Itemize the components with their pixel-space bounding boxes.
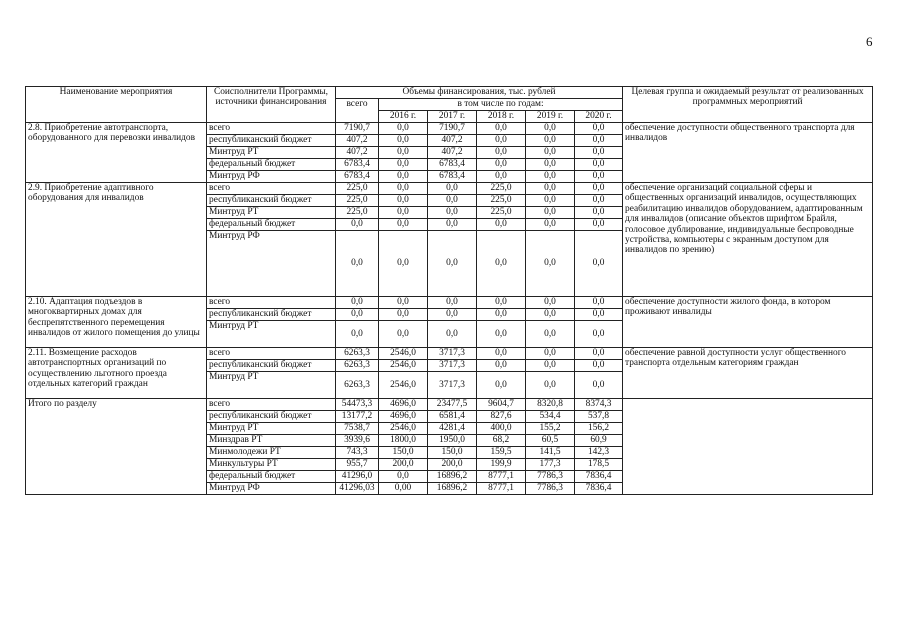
year-value-cell: 0,0 bbox=[379, 219, 428, 231]
year-value-cell: 400,0 bbox=[477, 423, 526, 435]
year-value-cell: 0,0 bbox=[526, 219, 575, 231]
total-value-cell: 6263,3 bbox=[336, 372, 379, 399]
year-value-cell: 0,0 bbox=[526, 231, 575, 297]
year-value-cell: 0,0 bbox=[526, 297, 575, 309]
funding-source-cell: Минкультуры РТ bbox=[207, 459, 336, 471]
year-value-cell: 155,2 bbox=[526, 423, 575, 435]
year-value-cell: 177,3 bbox=[526, 459, 575, 471]
year-value-cell: 0,0 bbox=[477, 297, 526, 309]
year-value-cell: 0,0 bbox=[526, 147, 575, 159]
funding-source-cell: республиканский бюджет bbox=[207, 135, 336, 147]
total-value-cell: 0,0 bbox=[336, 309, 379, 321]
year-value-cell: 0,0 bbox=[526, 171, 575, 183]
total-value-cell: 0,0 bbox=[336, 219, 379, 231]
year-value-cell: 0,0 bbox=[575, 195, 623, 207]
event-name-cell: 2.8. Приобретение автотранспорта, оборудованного для перевозки инвалидов bbox=[26, 123, 207, 183]
year-value-cell: 200,0 bbox=[379, 459, 428, 471]
year-value-cell: 0,0 bbox=[575, 159, 623, 171]
year-value-cell: 0,0 bbox=[477, 171, 526, 183]
year-value-cell: 0,0 bbox=[575, 372, 623, 399]
year-value-cell: 0,0 bbox=[379, 183, 428, 195]
year-value-cell: 4281,4 bbox=[428, 423, 477, 435]
total-value-cell: 0,0 bbox=[336, 321, 379, 348]
expected-result-cell: обеспечение доступности общественного транспорта для инвалидов bbox=[623, 123, 873, 183]
year-value-cell: 4696,0 bbox=[379, 399, 428, 411]
year-value-cell: 0,0 bbox=[379, 123, 428, 135]
header-year: 2020 г. bbox=[575, 111, 623, 123]
year-value-cell: 0,0 bbox=[477, 372, 526, 399]
year-value-cell: 0,0 bbox=[526, 372, 575, 399]
year-value-cell: 0,0 bbox=[428, 195, 477, 207]
year-value-cell: 8374,3 bbox=[575, 399, 623, 411]
event-name-cell: Итого по разделу bbox=[26, 399, 207, 495]
year-value-cell: 0,0 bbox=[575, 207, 623, 219]
funding-source-cell: республиканский бюджет bbox=[207, 360, 336, 372]
year-value-cell: 0,0 bbox=[526, 321, 575, 348]
event-name-cell: 2.11. Возмещение расходов автотранспортных организаций по осуществлению льготного проезда отдельных категорий граждан bbox=[26, 348, 207, 399]
year-value-cell: 2546,0 bbox=[379, 360, 428, 372]
year-value-cell: 827,6 bbox=[477, 411, 526, 423]
year-value-cell: 0,0 bbox=[526, 183, 575, 195]
year-value-cell: 141,5 bbox=[526, 447, 575, 459]
funding-source-cell: Минтруд РТ bbox=[207, 147, 336, 159]
year-value-cell: 0,0 bbox=[477, 147, 526, 159]
header-coexecutors: Соисполнители Программы, источники финансирования bbox=[207, 87, 336, 123]
funding-source-cell: республиканский бюджет bbox=[207, 195, 336, 207]
header-total: всего bbox=[336, 99, 379, 123]
total-value-cell: 225,0 bbox=[336, 183, 379, 195]
funding-source-cell: всего bbox=[207, 123, 336, 135]
funding-source-cell: республиканский бюджет bbox=[207, 309, 336, 321]
funding-source-cell: Минтруд РФ bbox=[207, 483, 336, 495]
table-row bbox=[26, 348, 873, 360]
total-value-cell: 0,0 bbox=[336, 297, 379, 309]
year-value-cell: 0,0 bbox=[575, 360, 623, 372]
year-value-cell: 7786,3 bbox=[526, 483, 575, 495]
header-funding-volume: Объемы финансирования, тыс. рублей bbox=[336, 87, 623, 99]
funding-source-cell: Минмолодежи РТ bbox=[207, 447, 336, 459]
total-value-cell: 6783,4 bbox=[336, 159, 379, 171]
total-value-cell: 225,0 bbox=[336, 207, 379, 219]
year-value-cell: 7836,4 bbox=[575, 471, 623, 483]
year-value-cell: 7190,7 bbox=[428, 123, 477, 135]
year-value-cell: 7786,3 bbox=[526, 471, 575, 483]
year-value-cell: 60,5 bbox=[526, 435, 575, 447]
year-value-cell: 16896,2 bbox=[428, 483, 477, 495]
year-value-cell: 0,0 bbox=[526, 309, 575, 321]
year-value-cell: 156,2 bbox=[575, 423, 623, 435]
year-value-cell: 0,0 bbox=[526, 348, 575, 360]
year-value-cell: 0,0 bbox=[477, 219, 526, 231]
year-value-cell: 1800,0 bbox=[379, 435, 428, 447]
year-value-cell: 0,0 bbox=[379, 195, 428, 207]
year-value-cell: 0,00 bbox=[379, 483, 428, 495]
expected-result-cell bbox=[623, 399, 873, 495]
year-value-cell: 0,0 bbox=[379, 297, 428, 309]
funding-source-cell: всего bbox=[207, 297, 336, 309]
year-value-cell: 0,0 bbox=[428, 207, 477, 219]
funding-source-cell: Минздрав РТ bbox=[207, 435, 336, 447]
year-value-cell: 3717,3 bbox=[428, 372, 477, 399]
year-value-cell: 0,0 bbox=[526, 135, 575, 147]
table-row bbox=[26, 399, 873, 411]
year-value-cell: 0,0 bbox=[575, 147, 623, 159]
total-value-cell: 407,2 bbox=[336, 147, 379, 159]
funding-source-cell: федеральный бюджет bbox=[207, 219, 336, 231]
funding-source-cell: Минтруд РТ bbox=[207, 372, 336, 399]
year-value-cell: 150,0 bbox=[379, 447, 428, 459]
header-by-years: в том числе по годам: bbox=[379, 99, 623, 111]
expected-result-cell: обеспечение доступности жилого фонда, в котором проживают инвалиды bbox=[623, 297, 873, 348]
year-value-cell: 200,0 bbox=[428, 459, 477, 471]
total-value-cell: 6263,3 bbox=[336, 348, 379, 360]
year-value-cell: 0,0 bbox=[477, 360, 526, 372]
year-value-cell: 2546,0 bbox=[379, 348, 428, 360]
year-value-cell: 225,0 bbox=[477, 183, 526, 195]
year-value-cell: 0,0 bbox=[379, 147, 428, 159]
total-value-cell: 7538,7 bbox=[336, 423, 379, 435]
year-value-cell: 0,0 bbox=[575, 219, 623, 231]
year-value-cell: 0,0 bbox=[379, 321, 428, 348]
funding-source-cell: Минтруд РТ bbox=[207, 207, 336, 219]
funding-source-cell: Минтруд РТ bbox=[207, 321, 336, 348]
year-value-cell: 6783,4 bbox=[428, 159, 477, 171]
year-value-cell: 8777,1 bbox=[477, 471, 526, 483]
year-value-cell: 0,0 bbox=[575, 231, 623, 297]
header-year: 2016 г. bbox=[379, 111, 428, 123]
funding-table bbox=[25, 86, 873, 495]
year-value-cell: 3717,3 bbox=[428, 348, 477, 360]
year-value-cell: 0,0 bbox=[379, 135, 428, 147]
year-value-cell: 0,0 bbox=[477, 321, 526, 348]
year-value-cell: 0,0 bbox=[575, 135, 623, 147]
funding-source-cell: республиканский бюджет bbox=[207, 411, 336, 423]
total-value-cell: 13177,2 bbox=[336, 411, 379, 423]
year-value-cell: 150,0 bbox=[428, 447, 477, 459]
year-value-cell: 60,9 bbox=[575, 435, 623, 447]
year-value-cell: 23477,5 bbox=[428, 399, 477, 411]
year-value-cell: 0,0 bbox=[428, 219, 477, 231]
expected-result-cell: обеспечение организаций социальной сферы и общественных организаций инвалидов, осуществляющих реабилитацию инвалидов оборудованием, адаптированным для инвалидов (описание объектов шрифтом Брайля, голосовое дублирование, индивидуальные беспроводные устройства, компьютеры с экранным доступом для инвалидов по зрению) bbox=[623, 183, 873, 297]
header-event-name: Наименование мероприятия bbox=[26, 87, 207, 123]
table-row bbox=[26, 297, 873, 309]
table-row bbox=[26, 123, 873, 135]
year-value-cell: 0,0 bbox=[526, 123, 575, 135]
year-value-cell: 0,0 bbox=[477, 309, 526, 321]
year-value-cell: 0,0 bbox=[575, 348, 623, 360]
year-value-cell: 407,2 bbox=[428, 147, 477, 159]
page-number: 6 bbox=[866, 34, 873, 49]
year-value-cell: 534,4 bbox=[526, 411, 575, 423]
year-value-cell: 537,8 bbox=[575, 411, 623, 423]
funding-source-cell: всего bbox=[207, 183, 336, 195]
year-value-cell: 7836,4 bbox=[575, 483, 623, 495]
funding-source-cell: Минтруд РТ bbox=[207, 423, 336, 435]
year-value-cell: 8777,1 bbox=[477, 483, 526, 495]
total-value-cell: 7190,7 bbox=[336, 123, 379, 135]
year-value-cell: 0,0 bbox=[575, 297, 623, 309]
year-value-cell: 199,9 bbox=[477, 459, 526, 471]
year-value-cell: 0,0 bbox=[575, 171, 623, 183]
year-value-cell: 0,0 bbox=[477, 159, 526, 171]
event-name-cell: 2.9. Приобретение адаптивного оборудования для инвалидов bbox=[26, 183, 207, 297]
table-body bbox=[26, 123, 873, 495]
year-value-cell: 4696,0 bbox=[379, 411, 428, 423]
year-value-cell: 0,0 bbox=[526, 360, 575, 372]
year-value-cell: 0,0 bbox=[379, 231, 428, 297]
year-value-cell: 0,0 bbox=[575, 321, 623, 348]
year-value-cell: 2546,0 bbox=[379, 372, 428, 399]
total-value-cell: 41296,03 bbox=[336, 483, 379, 495]
year-value-cell: 225,0 bbox=[477, 207, 526, 219]
funding-source-cell: Минтруд РФ bbox=[207, 171, 336, 183]
total-value-cell: 41296,0 bbox=[336, 471, 379, 483]
funding-source-cell: федеральный бюджет bbox=[207, 159, 336, 171]
funding-source-cell: Минтруд РФ bbox=[207, 231, 336, 297]
year-value-cell: 0,0 bbox=[379, 171, 428, 183]
year-value-cell: 0,0 bbox=[526, 159, 575, 171]
year-value-cell: 0,0 bbox=[379, 207, 428, 219]
year-value-cell: 0,0 bbox=[477, 348, 526, 360]
header-target-group: Целевая группа и ожидаемый результат от реализованных программных мероприятий bbox=[623, 87, 873, 123]
year-value-cell: 0,0 bbox=[428, 321, 477, 348]
total-value-cell: 407,2 bbox=[336, 135, 379, 147]
total-value-cell: 6783,4 bbox=[336, 171, 379, 183]
year-value-cell: 0,0 bbox=[379, 471, 428, 483]
year-value-cell: 68,2 bbox=[477, 435, 526, 447]
year-value-cell: 178,5 bbox=[575, 459, 623, 471]
year-value-cell: 3717,3 bbox=[428, 360, 477, 372]
total-value-cell: 54473,3 bbox=[336, 399, 379, 411]
year-value-cell: 0,0 bbox=[477, 135, 526, 147]
year-value-cell: 9604,7 bbox=[477, 399, 526, 411]
total-value-cell: 6263,3 bbox=[336, 360, 379, 372]
funding-source-cell: всего bbox=[207, 399, 336, 411]
total-value-cell: 743,3 bbox=[336, 447, 379, 459]
year-value-cell: 8320,8 bbox=[526, 399, 575, 411]
year-value-cell: 142,3 bbox=[575, 447, 623, 459]
year-value-cell: 225,0 bbox=[477, 195, 526, 207]
total-value-cell: 955,7 bbox=[336, 459, 379, 471]
total-value-cell: 3939,6 bbox=[336, 435, 379, 447]
year-value-cell: 0,0 bbox=[428, 309, 477, 321]
funding-source-cell: федеральный бюджет bbox=[207, 471, 336, 483]
year-value-cell: 0,0 bbox=[575, 183, 623, 195]
year-value-cell: 0,0 bbox=[428, 231, 477, 297]
year-value-cell: 407,2 bbox=[428, 135, 477, 147]
year-value-cell: 6783,4 bbox=[428, 171, 477, 183]
header-year: 2017 г. bbox=[428, 111, 477, 123]
year-value-cell: 0,0 bbox=[428, 183, 477, 195]
table-row bbox=[26, 183, 873, 195]
event-name-cell: 2.10. Адаптация подъездов в многоквартирных домах для беспрепятственного перемещения инвалидов от жилого помещения до улицы bbox=[26, 297, 207, 348]
header-year: 2018 г. bbox=[477, 111, 526, 123]
year-value-cell: 6581,4 bbox=[428, 411, 477, 423]
year-value-cell: 159,5 bbox=[477, 447, 526, 459]
year-value-cell: 0,0 bbox=[575, 123, 623, 135]
year-value-cell: 0,0 bbox=[477, 123, 526, 135]
year-value-cell: 0,0 bbox=[477, 231, 526, 297]
expected-result-cell: обеспечение равной доступности услуг общественного транспорта отдельным категориям граждан bbox=[623, 348, 873, 399]
year-value-cell: 16896,2 bbox=[428, 471, 477, 483]
year-value-cell: 1950,0 bbox=[428, 435, 477, 447]
year-value-cell: 0,0 bbox=[379, 159, 428, 171]
year-value-cell: 0,0 bbox=[428, 297, 477, 309]
funding-source-cell: всего bbox=[207, 348, 336, 360]
header-year: 2019 г. bbox=[526, 111, 575, 123]
year-value-cell: 0,0 bbox=[575, 309, 623, 321]
year-value-cell: 2546,0 bbox=[379, 423, 428, 435]
total-value-cell: 225,0 bbox=[336, 195, 379, 207]
year-value-cell: 0,0 bbox=[526, 207, 575, 219]
year-value-cell: 0,0 bbox=[379, 309, 428, 321]
total-value-cell: 0,0 bbox=[336, 231, 379, 297]
year-value-cell: 0,0 bbox=[526, 195, 575, 207]
